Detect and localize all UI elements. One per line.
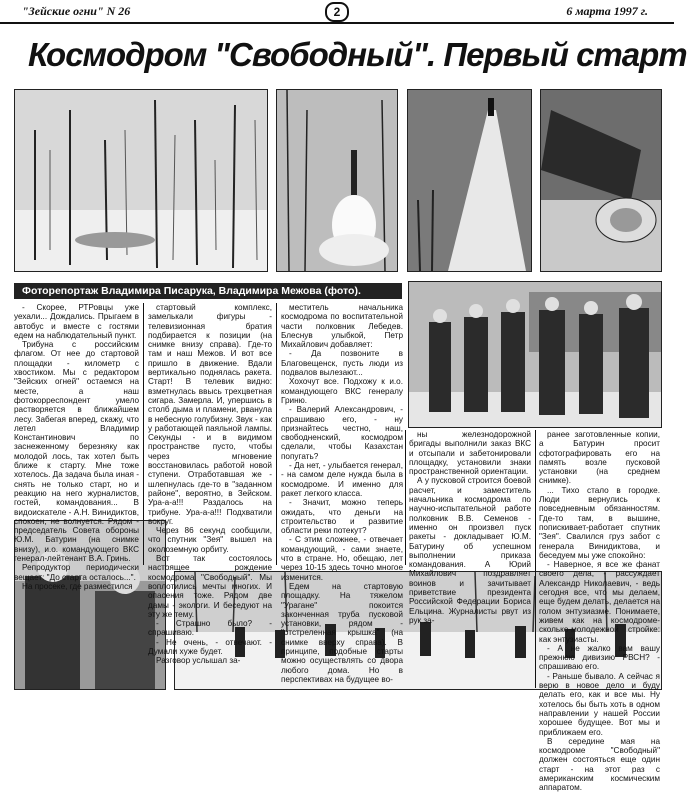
headline: Космодром "Свободный". Первый старт (28, 36, 687, 73)
paragraph: - С этим сложнее, - отвечает командующий, - сами знаете, что в стране. Но, обещаю, лет через 10-15 здесь точно многое изменится. (281, 535, 403, 582)
column-divider (405, 430, 406, 565)
article-column-4 (409, 430, 531, 625)
paragraph: Вот так состоялось настоящее рождение космодрома "Свободный". Мы воплотились мечты многих. И опасения тоже. Рядом две дамы - экологи. И беседуют на эту же тему. (148, 554, 272, 619)
paragraph: - Страшно было? - спрашиваю. (148, 619, 272, 638)
paragraph: - Наверное, я все же фанат своего дела, - рассуждает Александр Николаевич, - ведь сегодня все, что мы делаем, еще будем делать, делается на голом энтузиазме. Понимаете, живем как на космодроме-сколько-молодежной стройке: как энтузиасты. (539, 560, 660, 644)
paragraph: - Значит, можно теперь ожидать, что деньги на строительство и развитие области реки потекут? (281, 498, 403, 536)
photo-rocket-liftoff (276, 89, 398, 272)
paragraph: Разговор услышал за- (156, 656, 241, 666)
paragraph: - Да нет, - улыбается генерал, - на самом деле нужда была в космодроме. И именно для ракет легкого класса. (281, 461, 403, 498)
photo-caption: Фоторепортаж Владимира Писарука, Владимира Межова (фото). (14, 283, 402, 299)
photo-launcher-container (540, 89, 662, 272)
paragraph: - Валерий Александрович, - спрашиваю его, - ну признайтесь честно, наш, свободненский, космодром сделали, чтобы Казахстан попугать? (281, 405, 403, 461)
paragraph: - Не очень, - отвечают. - Думали хуже будет. (148, 637, 272, 656)
paragraph: Через 86 секунд сообщили, что спутник "Зея" вышел на околоземную орбиту. (148, 526, 272, 554)
paragraph: меститель начальника космодрома по воспитательной части полковник Лебедев. Блеснув улыбкой, Петр Михайлович добавляет: (281, 303, 403, 350)
newspaper-header (0, 0, 674, 24)
photo-rocket-ascent (407, 89, 532, 272)
article-column-3 (281, 303, 403, 684)
column-divider (276, 303, 277, 565)
column-divider (535, 430, 536, 688)
paragraph: - А не жалко вам вашу прежнюю дивизию РВСН? - спрашиваю его. (539, 643, 660, 672)
article-column-1 (14, 303, 139, 591)
article-column-2 (148, 303, 272, 666)
issue-date: 6 марта 1997 г. (566, 4, 648, 18)
article-column-5 (539, 430, 660, 793)
newspaper-name: "Зейские огни" N 26 (22, 4, 131, 18)
paragraph: Хохочут все. Подхожу к и.о. командующего ВКС генералу Гриню. (281, 377, 403, 405)
paragraph: ... Тихо стало в городке. Люди вернулись к повседневным обязанностям. Где-то там, в вышине, попискивает-работает спутник "Зея". Свалился груз забот с генерала Винидиктова, и беседуем мы уже спокойно: (539, 485, 660, 560)
paragraph: - Раньше бывало. А сейчас я верю в новое дело и буду делать его, как и все мы. Ну хотелось бы быть хоть в одном направлении у нашей России хорошее будущее. Вот мы и приближаем его. (539, 671, 660, 737)
paragraph: - Скорее, РТРовцы уже уехали... Дождались. Прыгаем в автобус и вместе с гостями едем на наблюдательный пункт. (14, 303, 139, 340)
paragraph: Трибуна с российским флагом. От нее до стартовой площадки - километр с хвостиком. Мы с редактором "Зейских огней" остаемся на месте, а наш фотокорреспондент умело растворяется в ближайшем лесу. Забегая вперед, скажу, что летел Владимир Константинович по заснеженному березняку как молодой лось, так хотел быть ближе к старту. Мне тоже хотелось. Да задача была иная - снять не только старт, но и реакцию на него журналистов, гостей, командования... В видоискателе - А.Н. Винидиктов, спокоен, не волнуется. Рядом - председатель Совета обороны Ю.М. Батурин (на снимке внизу), и.о. командующего ВКС генерал-лейтенант В.А. Гринь. (14, 340, 139, 564)
paragraph: ранее заготовленные копии, а Батурин просит сфотографировать его на память возле пусковой установки (на среднем снимке). (539, 430, 660, 486)
paragraph: ны железнодорожной бригады выполнили заказ ВКС и отсыпали и забетонировали площадку, установили знаки пространственной ориентации. (409, 430, 531, 477)
paragraph: стартовый комплекс, замелькали фигуры - телевизионная братия подбирается к позиции (на снимке внизу справа). Где-то там и наш Межов. И вот все пришло в движение. Вдали вертикально поднялась ракета. Старт! В телевик видно: взметнулась ввысь трехцветная сигара. Замерла. И, упершись в столб дыма и пламени, рванула в небесную голубизну. Звук - как у работающей паяльной лампы. Секунды - и в видимом пространстве пусто, чтобы через мгновение восстановилась работой новой ступени. Отработавшая же - шлепнулась где-то в "заданном районе", вероятно, в Зейском. Ура-а-а!!! Раздалось на трибуне. Ура-а-а!!! Подхватили вокруг. (148, 303, 272, 526)
paragraph: В середине мая на космодроме "Свободный" должен состояться еще один старт - на этот раз с американским космическим аппаратом. (539, 736, 660, 793)
column-divider (143, 303, 144, 565)
paragraph: На просеке, где разместился (22, 581, 133, 591)
photo-forest-launch-site (14, 89, 268, 272)
paragraph: А у пусковой строится боевой расчет, и заместитель начальника космодрома по научно-испытательной работе полковник В.В. Семенов - именно он произвел пуск ракеты - докладывает Ю.М. Батурину об успешном выполнении приказа командования. А Юрий Михайлович поздравляет воинов и зачитывает приветствие президента Российской Федерации Бориса Ельцина. Журналисты рвут из рук за- (409, 476, 531, 625)
photo-officers-at-launcher (408, 281, 662, 428)
paragraph: Репродуктор периодически вещает: "До старта осталось...". (14, 563, 139, 582)
paragraph: - Да позвоните в Благовещенск, пусть люди из подвалов вылезают... (281, 349, 403, 378)
page-number: 2 (325, 2, 349, 22)
paragraph: Едем на стартовую площадку. На тяжелом "Урагане" покоится законченная труба пусковой установки, рядом - "отстреленная крышка" (на снимке вверху справа). В принципе, подобные старты можно осуществлять со двора любого дома. Но в перспективах на будущее во- (281, 581, 403, 684)
